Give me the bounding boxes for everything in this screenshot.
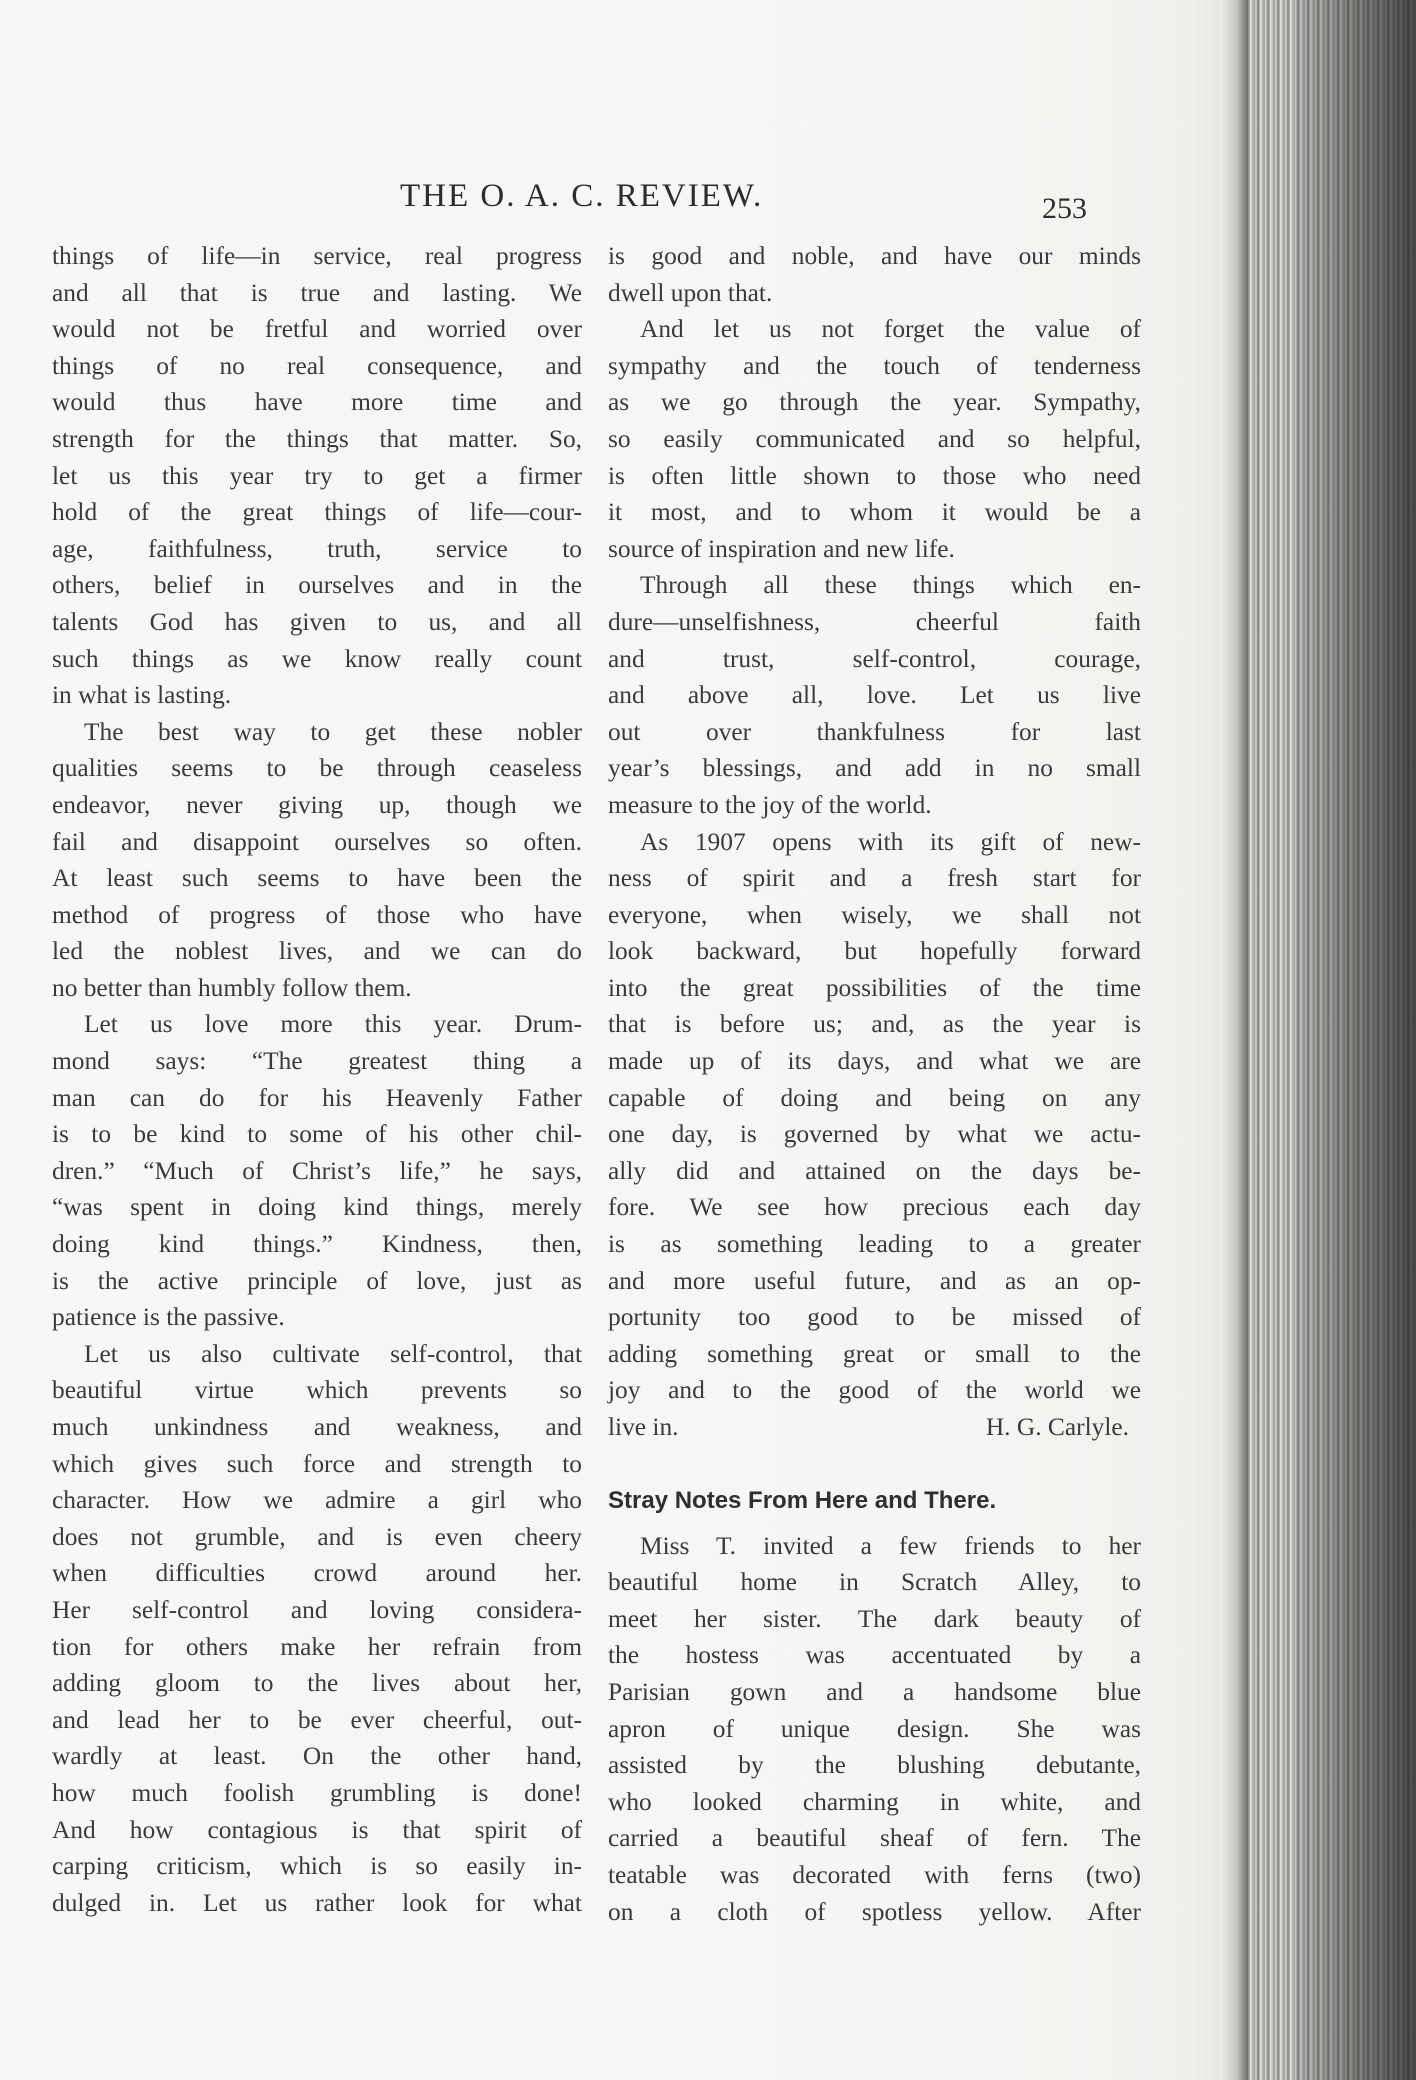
text-line: adding something great or small to the — [608, 1339, 1141, 1368]
text-line: carping criticism, which is so easily in- — [52, 1852, 582, 1881]
text-line: does not grumble, and is even cheery — [52, 1522, 582, 1551]
text-line: so easily communicated and so helpful, — [608, 424, 1141, 453]
text-line: man can do for his Heavenly Father — [52, 1083, 582, 1112]
text-line: and more useful future, and as an op- — [608, 1266, 1141, 1295]
text-line: and all that is true and lasting. We — [52, 278, 582, 307]
text-line: out over thankfulness for last — [608, 717, 1141, 746]
text-line: Let us also cultivate self-control, that — [84, 1339, 582, 1368]
text-line: things of no real consequence, and — [52, 351, 582, 380]
text-line: let us this year try to get a firmer — [52, 461, 582, 490]
text-line: and trust, self-control, courage, — [608, 644, 1141, 673]
text-line: ness of spirit and a fresh start for — [608, 864, 1141, 893]
text-line: is often little shown to those who need — [608, 461, 1141, 490]
text-line: fail and disappoint ourselves so often. — [52, 827, 582, 856]
text-line: dren.” “Much of Christ’s life,” he says, — [52, 1156, 582, 1185]
text-line: and above all, love. Let us live — [608, 681, 1141, 710]
text-line: teatable was decorated with ferns (two) — [608, 1860, 1141, 1889]
left-column — [52, 238, 582, 1921]
text-line: Let us love more this year. Drum- — [84, 1010, 582, 1039]
text-line: wardly at least. On the other hand, — [52, 1742, 582, 1771]
text-line: into the great possibilities of the time — [608, 973, 1141, 1002]
text-line: Her self-control and loving considera- — [52, 1595, 582, 1624]
heading-spacer — [608, 1520, 1141, 1528]
text-line: assisted by the blushing debutante, — [608, 1751, 1141, 1780]
text-line: led the noblest lives, and we can do — [52, 937, 582, 966]
text-line: fore. We see how precious each day — [608, 1193, 1141, 1222]
text-line: mond says: “The greatest thing a — [52, 1047, 582, 1076]
text-line: qualities seems to be through ceaseless — [52, 754, 582, 783]
text-line: character. How we admire a girl who — [52, 1486, 582, 1515]
text-line: no better than humbly follow them. — [52, 973, 412, 1002]
text-line: meet her sister. The dark beauty of — [608, 1604, 1141, 1633]
section-heading: Stray Notes From Here and There. — [608, 1486, 997, 1514]
text-line: that is before us; and, as the year is — [608, 1010, 1141, 1039]
text-line: beautiful home in Scratch Alley, to — [608, 1568, 1141, 1597]
text-line: source of inspiration and new life. — [608, 534, 955, 563]
text-line: which gives such force and strength to — [52, 1449, 582, 1478]
text-line: endeavor, never giving up, though we — [52, 790, 582, 819]
text-line: method of progress of those who have — [52, 900, 582, 929]
text-line: beautiful virtue which prevents so — [52, 1376, 582, 1405]
text-line: and lead her to be ever cheerful, out- — [52, 1705, 582, 1734]
text-line: And let us not forget the value of — [640, 315, 1141, 344]
text-line: joy and to the good of the world we — [608, 1376, 1141, 1405]
text-line: much unkindness and weakness, and — [52, 1413, 582, 1441]
text-line: one day, is governed by what we actu- — [608, 1120, 1141, 1149]
text-line: the hostess was accentuated by a — [608, 1641, 1141, 1670]
text-line: strength for the things that matter. So, — [52, 424, 582, 453]
text-line: “was spent in doing kind things, merely — [52, 1193, 582, 1222]
section-spacer — [608, 1446, 1141, 1482]
text-line: in what is lasting. — [52, 681, 232, 710]
text-line: year’s blessings, and add in no small — [608, 754, 1141, 783]
text-line-with-signature — [608, 1409, 1141, 1446]
text-line: Miss T. invited a few friends to her — [640, 1531, 1141, 1560]
text-line: who looked charming in white, and — [608, 1787, 1141, 1816]
text-line: portunity too good to be missed of — [608, 1303, 1141, 1332]
text-line: others, belief in ourselves and in the — [52, 571, 582, 600]
text-line: talents God has given to us, and all — [52, 607, 582, 636]
text-line: everyone, when wisely, we shall not — [608, 900, 1141, 929]
text-line: apron of unique design. She was — [608, 1714, 1141, 1743]
text-line: on a cloth of spotless yellow. After — [608, 1897, 1141, 1926]
text-line: as we go through the year. Sympathy, — [608, 388, 1141, 417]
book-page-edges — [1220, 0, 1416, 2080]
text-line: tion for others make her refrain from — [52, 1632, 582, 1661]
text-line: is as something leading to a greater — [608, 1230, 1141, 1259]
text-line: live in. — [608, 1413, 679, 1441]
text-line: doing kind things.” Kindness, then, — [52, 1230, 582, 1259]
text-line: things of life—in service, real progress — [52, 242, 582, 270]
text-line: would not be fretful and worried over — [52, 315, 582, 344]
text-line: hold of the great things of life—cour- — [52, 498, 582, 527]
text-line: sympathy and the touch of tenderness — [608, 351, 1141, 380]
text-line: At least such seems to have been the — [52, 864, 582, 893]
text-line: ally did and attained on the days be- — [608, 1156, 1141, 1185]
text-line: patience is the passive. — [52, 1303, 285, 1332]
page-number: 253 — [1042, 192, 1087, 225]
text-line: is the active principle of love, just as — [52, 1266, 582, 1295]
text-line: it most, and to whom it would be a — [608, 498, 1141, 527]
text-line: made up of its days, and what we are — [608, 1047, 1141, 1076]
text-line: is to be kind to some of his other chil- — [52, 1120, 582, 1149]
text-line: And how contagious is that spirit of — [52, 1815, 582, 1844]
text-line: The best way to get these nobler — [84, 717, 582, 746]
text-line: age, faithfulness, truth, service to — [52, 534, 582, 563]
text-line: when difficulties crowd around her. — [52, 1559, 582, 1588]
text-line: measure to the joy of the world. — [608, 790, 932, 819]
text-line: is good and noble, and have our minds — [608, 242, 1141, 270]
text-line: dulged in. Let us rather look for what — [52, 1888, 582, 1917]
text-line: capable of doing and being on any — [608, 1083, 1141, 1112]
text-line: adding gloom to the lives about her, — [52, 1669, 582, 1698]
text-line: carried a beautiful sheaf of fern. The — [608, 1824, 1141, 1853]
text-line: As 1907 opens with its gift of new- — [640, 827, 1141, 856]
text-line: Parisian gown and a handsome blue — [608, 1677, 1141, 1706]
text-line: such things as we know really count — [52, 644, 582, 673]
text-line: Through all these things which en- — [640, 571, 1141, 600]
running-header: THE O. A. C. REVIEW. — [400, 178, 764, 214]
author-signature: H. G. Carlyle. — [985, 1413, 1129, 1441]
text-line: would thus have more time and — [52, 388, 582, 417]
text-line: how much foolish grumbling is done! — [52, 1778, 582, 1807]
text-line: dwell upon that. — [608, 278, 773, 307]
right-column — [608, 238, 1141, 1930]
text-line: dure—unselfishness, cheerful faith — [608, 607, 1141, 636]
text-line: look backward, but hopefully forward — [608, 937, 1141, 966]
